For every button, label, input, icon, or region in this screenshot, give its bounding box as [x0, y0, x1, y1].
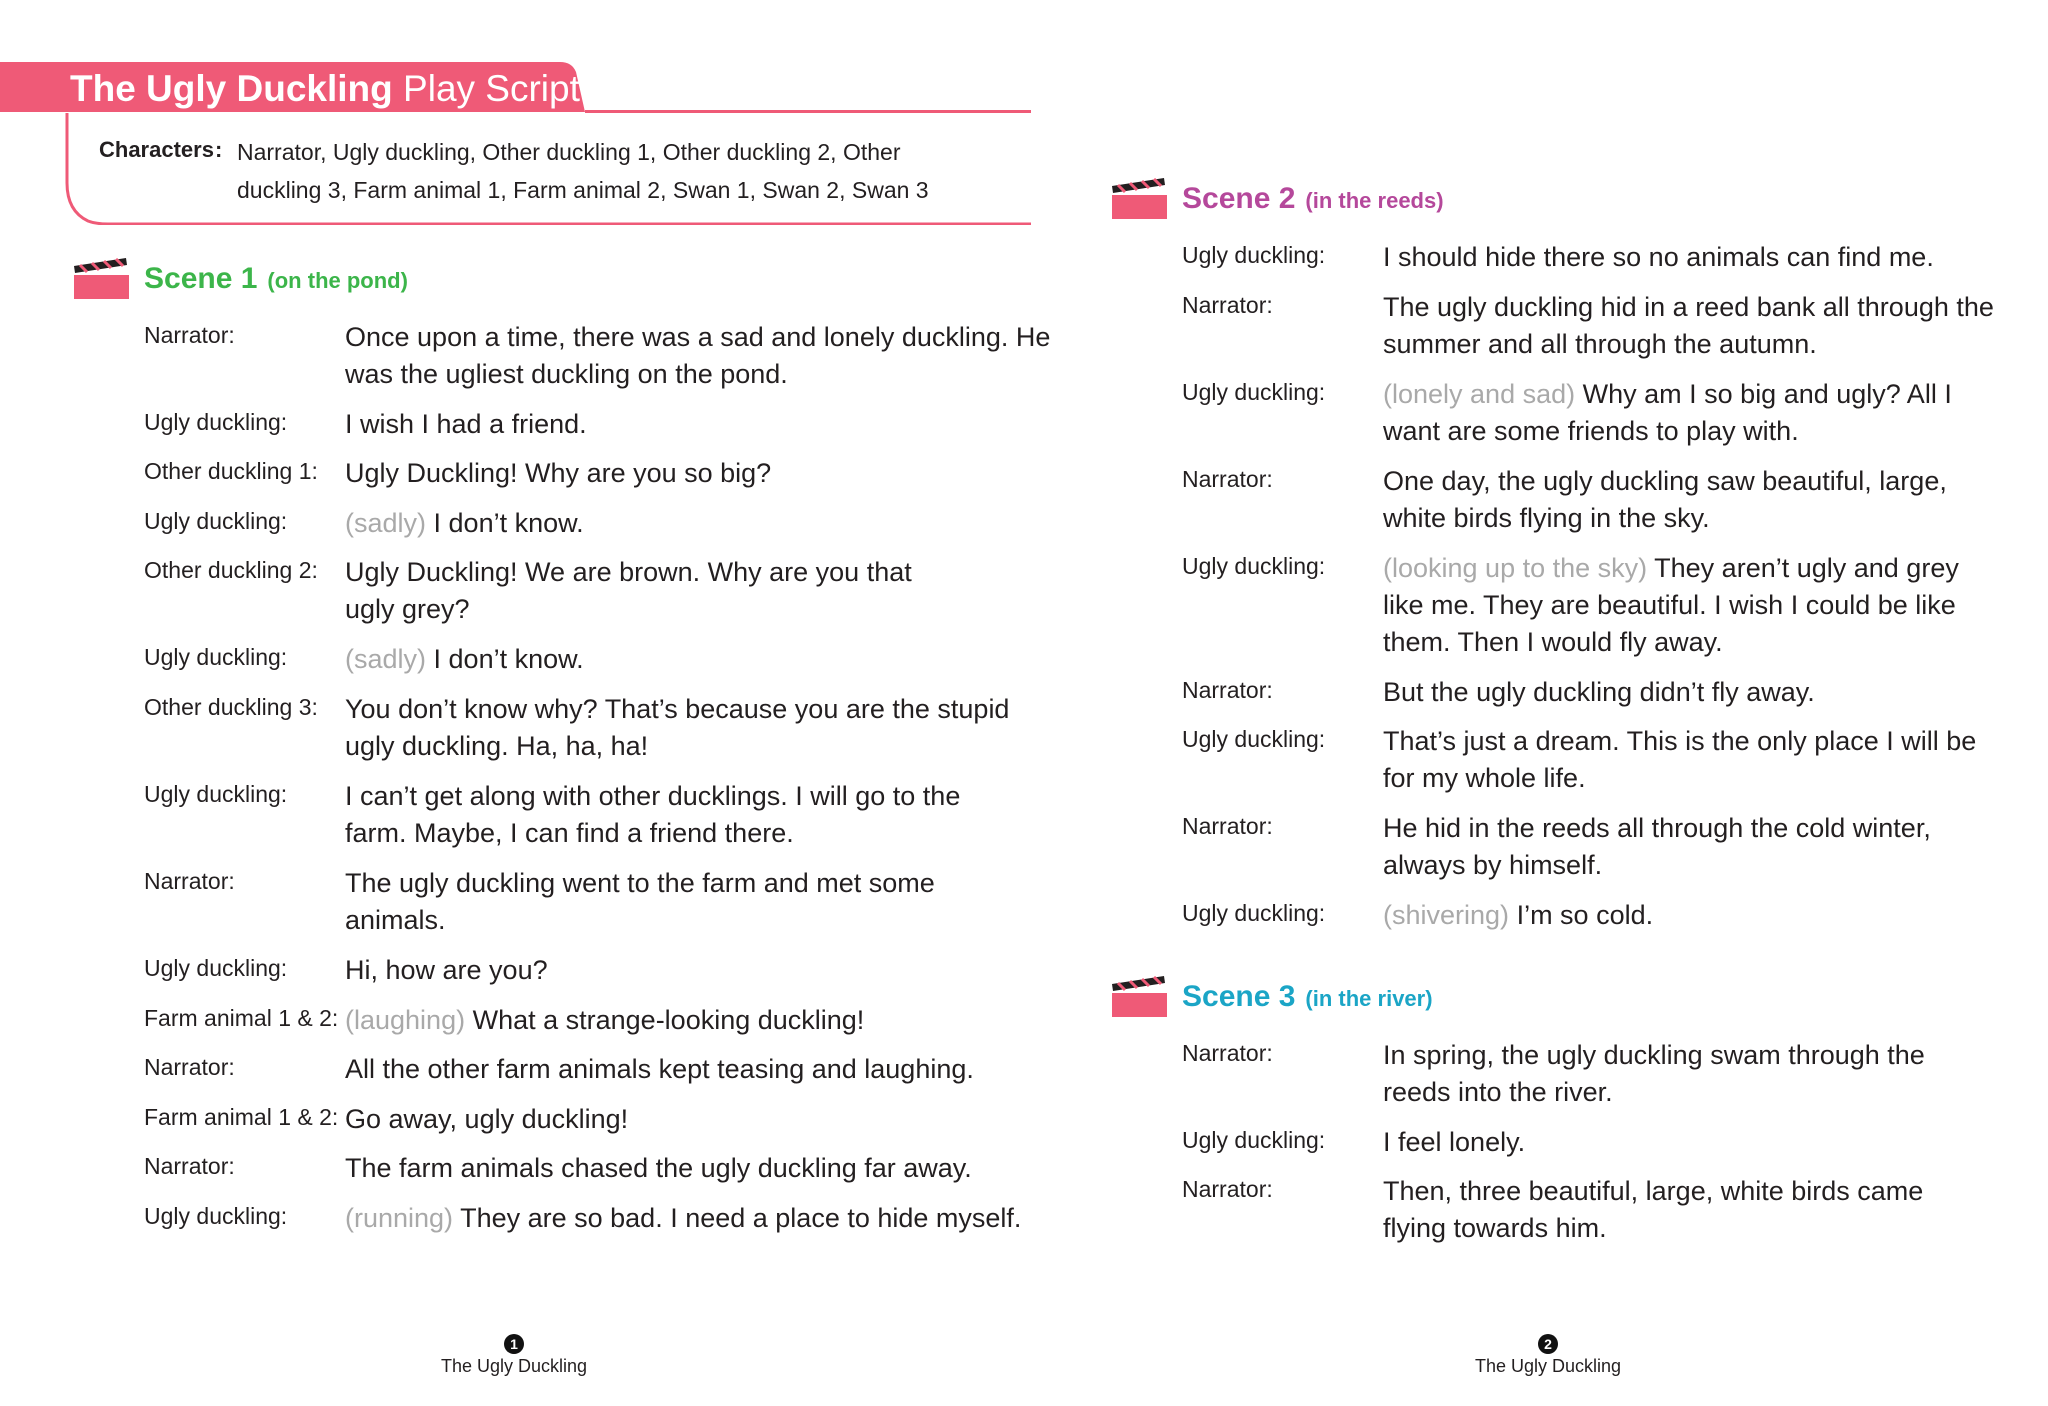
speech: I should hide there so no animals can find me. [1383, 242, 1934, 272]
title-rest: Play Script [392, 68, 580, 109]
speaker: Narrator: [144, 868, 235, 894]
speaker: Ugly duckling: [144, 644, 288, 670]
speaker: Ugly duckling: [1182, 726, 1326, 752]
speaker: Narrator: [144, 322, 235, 348]
speech: (looking up to the sky) They aren’t ugly and grey like me. They are beautiful. I wish I could be like them. Then I would fly away. [1383, 553, 1959, 657]
speaker: Ugly duckling: [144, 955, 288, 981]
page-number: 1 [504, 1334, 524, 1354]
speaker: Narrator: [1182, 292, 1273, 318]
clapperboard-icon [1110, 178, 1168, 220]
speech: Once upon a time, there was a sad and lonely duckling. He was the ugliest duckling on the pond. [345, 322, 1051, 389]
page-footer-left [414, 1334, 614, 1377]
characters-colon: : [215, 137, 223, 162]
speech: (sadly) I don’t know. [345, 508, 584, 538]
speech: I feel lonely. [1383, 1127, 1526, 1157]
speaker: Ugly duckling: [144, 508, 288, 534]
footer-title: The Ugly Duckling [1474, 1356, 1622, 1376]
speaker: Other duckling 3: [144, 694, 318, 720]
speech: I can’t get along with other ducklings. I will go to the farm. Maybe, I can find a friend there. [345, 781, 961, 848]
speaker: Farm animal 1 & 2: [144, 1104, 339, 1130]
speech: He hid in the reeds all through the cold winter, always by himself. [1383, 813, 1931, 880]
clapperboard-icon [72, 258, 130, 300]
speaker: Ugly duckling: [1182, 1127, 1326, 1153]
page-title [70, 67, 580, 111]
speech: Ugly Duckling! We are brown. Why are you that ugly grey? [345, 557, 912, 624]
speaker: Ugly duckling: [144, 409, 288, 435]
scene-2-location: (in the reeds) [1305, 188, 1444, 213]
scene-3-title: Scene 3 (in the river) [1182, 980, 1433, 1013]
speaker: Narrator: [1182, 466, 1273, 492]
speech: (running) They are so bad. I need a place to hide myself. [345, 1203, 1022, 1233]
speech: (lonely and sad) Why am I so big and ugly? All I want are some friends to play with. [1383, 379, 1952, 446]
speech: The farm animals chased the ugly duckling far away. [345, 1153, 972, 1183]
footer-title: The Ugly Duckling [440, 1356, 588, 1376]
speech: All the other farm animals kept teasing and laughing. [345, 1054, 974, 1084]
speech: One day, the ugly duckling saw beautiful, large, white birds flying in the sky. [1383, 466, 1947, 533]
speech: That’s just a dream. This is the only place I will be for my whole life. [1383, 726, 1977, 793]
characters-label: Characters [99, 137, 214, 162]
speaker: Narrator: [144, 1153, 235, 1179]
speech: Then, three beautiful, large, white birds came flying towards him. [1383, 1176, 1924, 1243]
speaker: Ugly duckling: [144, 1203, 288, 1229]
scene-3-location: (in the river) [1305, 986, 1433, 1011]
speaker: Farm animal 1 & 2: [144, 1005, 339, 1031]
speaker: Ugly duckling: [1182, 553, 1326, 579]
speech: Hi, how are you? [345, 955, 548, 985]
speaker: Ugly duckling: [1182, 242, 1326, 268]
clapperboard-icon [1110, 976, 1168, 1018]
speech: (laughing) What a strange-looking duckling! [345, 1005, 865, 1035]
speaker: Narrator: [1182, 1040, 1273, 1066]
characters-list: Narrator, Ugly duckling, Other duckling 1, Other duckling 2, Other duckling 3, Farm animal 1, Farm animal 2, Swan 1, Swan 2, Swan 3 [237, 139, 929, 203]
scene-2-title: Scene 2 (in the reeds) [1182, 182, 1444, 215]
scene-1-location: (on the pond) [267, 268, 408, 293]
speech: (sadly) I don’t know. [345, 644, 584, 674]
speaker: Ugly duckling: [144, 781, 288, 807]
title-bold: The Ugly Duckling [70, 68, 393, 109]
speech: Go away, ugly duckling! [345, 1104, 629, 1134]
scene-1-title: Scene 1 (on the pond) [144, 262, 408, 295]
speech: But the ugly duckling didn’t fly away. [1383, 677, 1815, 707]
speech: In spring, the ugly duckling swam through the reeds into the river. [1383, 1040, 1925, 1107]
speaker: Narrator: [144, 1054, 235, 1080]
speaker: Ugly duckling: [1182, 900, 1326, 926]
speech: I wish I had a friend. [345, 409, 587, 439]
speaker: Ugly duckling: [1182, 379, 1326, 405]
speaker: Other duckling 2: [144, 557, 318, 583]
speech: Ugly Duckling! Why are you so big? [345, 458, 772, 488]
page-number: 2 [1538, 1334, 1558, 1354]
speech: The ugly duckling went to the farm and met some animals. [345, 868, 935, 935]
speech: You don’t know why? That’s because you are the stupid ugly duckling. Ha, ha, ha! [345, 694, 1010, 761]
speech: The ugly duckling hid in a reed bank all through the summer and all through the autumn. [1383, 292, 1994, 359]
speaker: Other duckling 1: [144, 458, 318, 484]
page-footer-right [1448, 1334, 1648, 1377]
speech: (shivering) I’m so cold. [1383, 900, 1654, 930]
speaker: Narrator: [1182, 677, 1273, 703]
speaker: Narrator: [1182, 1176, 1273, 1202]
speaker: Narrator: [1182, 813, 1273, 839]
